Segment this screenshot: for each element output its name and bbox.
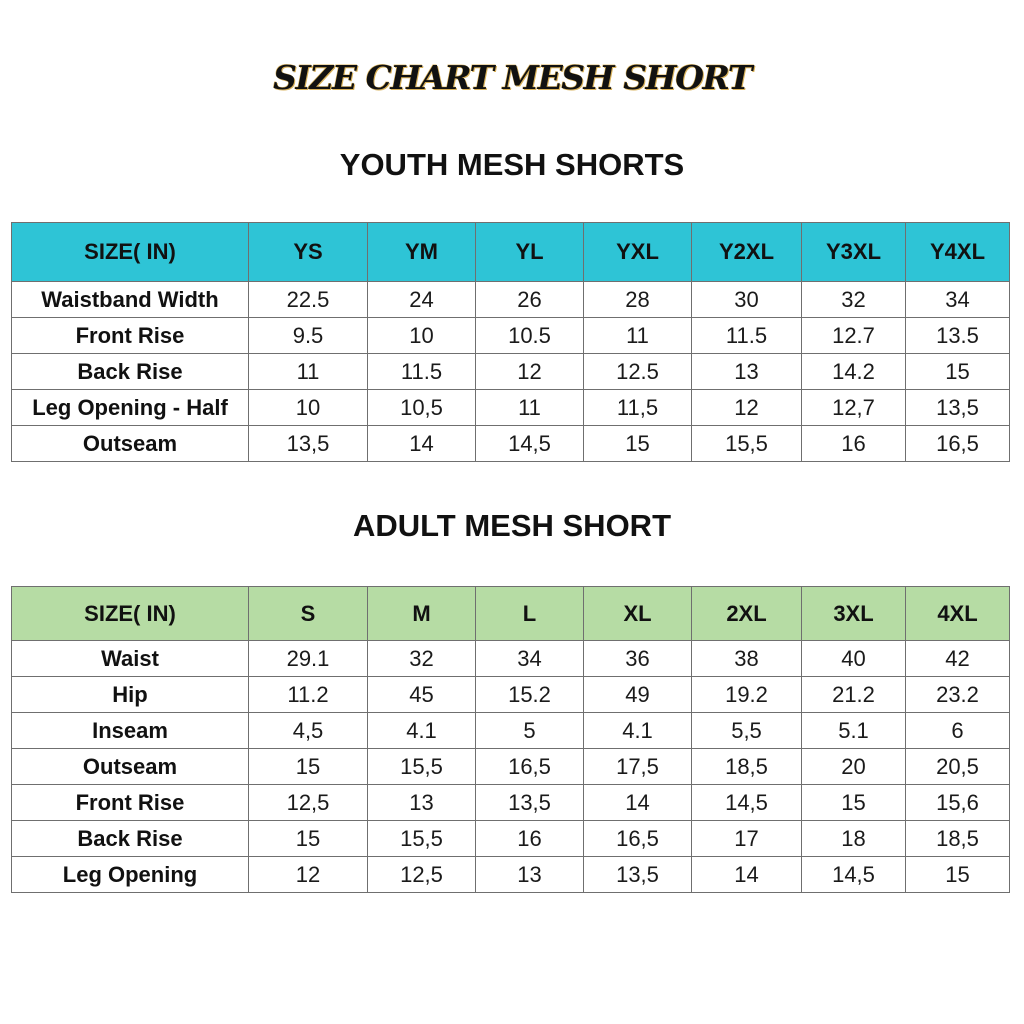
table-cell: 49 — [584, 677, 692, 713]
table-cell: 21.2 — [802, 677, 906, 713]
table-cell: 5.1 — [802, 713, 906, 749]
table-cell: 16,5 — [584, 821, 692, 857]
table-cell: 29.1 — [249, 641, 368, 677]
table-cell: 12 — [476, 354, 584, 390]
table-cell: 9.5 — [249, 318, 368, 354]
youth-header-size: YL — [476, 223, 584, 282]
table-cell: 11,5 — [584, 390, 692, 426]
table-cell: 30 — [692, 282, 802, 318]
youth-header-size-label: SIZE( IN) — [12, 223, 249, 282]
youth-header-size: YXL — [584, 223, 692, 282]
table-cell: 11 — [476, 390, 584, 426]
table-cell: 15,5 — [692, 426, 802, 462]
table-cell: 12.5 — [584, 354, 692, 390]
table-cell: 20,5 — [906, 749, 1010, 785]
adult-size-table — [11, 586, 1010, 893]
table-cell: 23.2 — [906, 677, 1010, 713]
table-cell: 15 — [249, 821, 368, 857]
youth-header-size: YS — [249, 223, 368, 282]
table-cell: 13,5 — [249, 426, 368, 462]
youth-header-size: Y2XL — [692, 223, 802, 282]
adult-header-size: 2XL — [692, 587, 802, 641]
table-row — [12, 785, 1010, 821]
table-cell: 14 — [692, 857, 802, 893]
youth-header-row — [12, 223, 1010, 282]
table-cell: 13 — [368, 785, 476, 821]
table-cell: 11.5 — [368, 354, 476, 390]
table-cell: 15 — [906, 354, 1010, 390]
table-cell: 18,5 — [906, 821, 1010, 857]
table-cell: 11 — [584, 318, 692, 354]
row-label: Front Rise — [12, 318, 249, 354]
table-cell: 6 — [906, 713, 1010, 749]
table-cell: 11.2 — [249, 677, 368, 713]
adult-header-size: 4XL — [906, 587, 1010, 641]
table-cell: 12,7 — [802, 390, 906, 426]
table-cell: 12.7 — [802, 318, 906, 354]
table-cell: 24 — [368, 282, 476, 318]
table-row — [12, 390, 1010, 426]
table-row — [12, 354, 1010, 390]
table-row — [12, 821, 1010, 857]
adult-header-size: S — [249, 587, 368, 641]
table-cell: 14 — [584, 785, 692, 821]
table-cell: 15,5 — [368, 821, 476, 857]
table-cell: 32 — [368, 641, 476, 677]
table-cell: 22.5 — [249, 282, 368, 318]
table-cell: 45 — [368, 677, 476, 713]
table-cell: 16 — [476, 821, 584, 857]
youth-size-table — [11, 222, 1010, 462]
table-row — [12, 677, 1010, 713]
table-cell: 34 — [906, 282, 1010, 318]
adult-header-size: M — [368, 587, 476, 641]
row-label: Front Rise — [12, 785, 249, 821]
table-cell: 14,5 — [476, 426, 584, 462]
table-cell: 16,5 — [906, 426, 1010, 462]
table-cell: 5,5 — [692, 713, 802, 749]
table-cell: 26 — [476, 282, 584, 318]
table-cell: 12 — [249, 857, 368, 893]
table-cell: 18,5 — [692, 749, 802, 785]
table-cell: 15,6 — [906, 785, 1010, 821]
table-cell: 15 — [802, 785, 906, 821]
page-title: SIZE CHART MESH SHORT — [273, 58, 751, 97]
row-label: Waistband Width — [12, 282, 249, 318]
row-label: Outseam — [12, 749, 249, 785]
table-cell: 32 — [802, 282, 906, 318]
adult-header-size-label: SIZE( IN) — [12, 587, 249, 641]
table-cell: 18 — [802, 821, 906, 857]
youth-header-size: Y3XL — [802, 223, 906, 282]
row-label: Inseam — [12, 713, 249, 749]
table-cell: 14 — [368, 426, 476, 462]
table-cell: 34 — [476, 641, 584, 677]
table-cell: 12,5 — [249, 785, 368, 821]
table-cell: 13 — [476, 857, 584, 893]
table-cell: 11 — [249, 354, 368, 390]
table-cell: 15,5 — [368, 749, 476, 785]
table-row — [12, 426, 1010, 462]
table-row — [12, 749, 1010, 785]
table-cell: 15 — [249, 749, 368, 785]
row-label: Back Rise — [12, 821, 249, 857]
table-cell: 13.5 — [906, 318, 1010, 354]
table-cell: 4.1 — [368, 713, 476, 749]
table-cell: 16,5 — [476, 749, 584, 785]
adult-header-size: L — [476, 587, 584, 641]
table-cell: 15 — [584, 426, 692, 462]
table-cell: 10,5 — [368, 390, 476, 426]
table-cell: 15.2 — [476, 677, 584, 713]
table-row — [12, 318, 1010, 354]
table-row — [12, 282, 1010, 318]
table-cell: 40 — [802, 641, 906, 677]
table-cell: 16 — [802, 426, 906, 462]
table-cell: 13,5 — [584, 857, 692, 893]
youth-section-title: YOUTH MESH SHORTS — [339, 147, 685, 182]
youth-header-size: YM — [368, 223, 476, 282]
table-cell: 4.1 — [584, 713, 692, 749]
table-cell: 13,5 — [906, 390, 1010, 426]
adult-section-title: ADULT MESH SHORT — [352, 508, 672, 543]
table-cell: 14,5 — [802, 857, 906, 893]
row-label: Outseam — [12, 426, 249, 462]
adult-header-size: 3XL — [802, 587, 906, 641]
table-cell: 36 — [584, 641, 692, 677]
table-row — [12, 713, 1010, 749]
table-cell: 20 — [802, 749, 906, 785]
table-cell: 13,5 — [476, 785, 584, 821]
table-cell: 14,5 — [692, 785, 802, 821]
adult-header-size: XL — [584, 587, 692, 641]
table-cell: 17,5 — [584, 749, 692, 785]
table-cell: 17 — [692, 821, 802, 857]
row-label: Waist — [12, 641, 249, 677]
table-cell: 5 — [476, 713, 584, 749]
table-cell: 19.2 — [692, 677, 802, 713]
table-cell: 14.2 — [802, 354, 906, 390]
row-label: Back Rise — [12, 354, 249, 390]
table-cell: 42 — [906, 641, 1010, 677]
table-row — [12, 857, 1010, 893]
table-cell: 13 — [692, 354, 802, 390]
table-cell: 11.5 — [692, 318, 802, 354]
table-row — [12, 641, 1010, 677]
adult-header-row — [12, 587, 1010, 641]
table-cell: 10 — [368, 318, 476, 354]
table-cell: 38 — [692, 641, 802, 677]
table-cell: 28 — [584, 282, 692, 318]
table-cell: 15 — [906, 857, 1010, 893]
table-cell: 10.5 — [476, 318, 584, 354]
row-label: Leg Opening - Half — [12, 390, 249, 426]
row-label: Hip — [12, 677, 249, 713]
youth-header-size: Y4XL — [906, 223, 1010, 282]
table-cell: 10 — [249, 390, 368, 426]
table-cell: 12 — [692, 390, 802, 426]
row-label: Leg Opening — [12, 857, 249, 893]
table-cell: 4,5 — [249, 713, 368, 749]
table-cell: 12,5 — [368, 857, 476, 893]
